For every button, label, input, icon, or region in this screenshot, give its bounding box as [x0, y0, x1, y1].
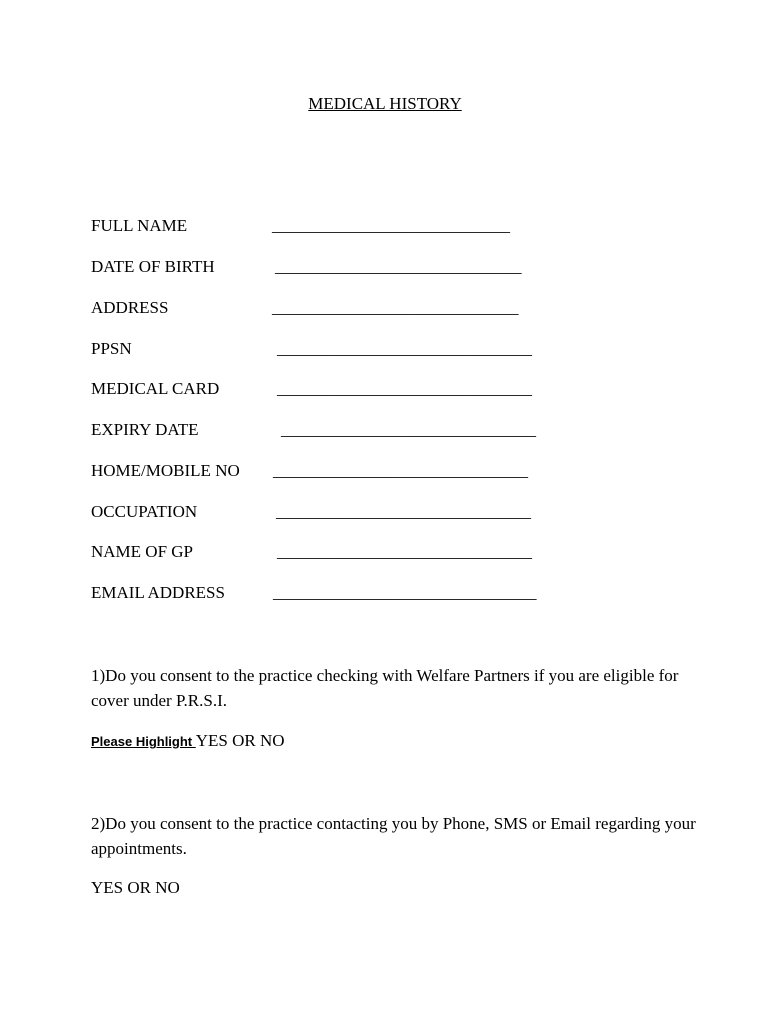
highlight-instruction: Please Highlight — [91, 734, 196, 749]
field-label-ppsn: PPSN — [91, 339, 132, 358]
email-address-blank[interactable]: _______________________________ — [273, 583, 537, 602]
name-of-gp-blank[interactable]: ______________________________ — [277, 542, 532, 561]
field-label-address: ADDRESS — [91, 298, 169, 317]
field-label-medical-card: MEDICAL CARD — [91, 379, 220, 398]
ppsn-blank[interactable]: ______________________________ — [277, 339, 532, 358]
field-label-expiry-date: EXPIRY DATE — [91, 420, 199, 439]
date-of-birth-blank[interactable]: _____________________________ — [275, 257, 522, 276]
expiry-date-blank[interactable]: ______________________________ — [281, 420, 536, 439]
full-name-blank[interactable]: ____________________________ — [272, 216, 510, 235]
occupation-blank[interactable]: ______________________________ — [276, 502, 531, 521]
question-1-answer-row — [91, 731, 285, 751]
medical-card-blank[interactable]: ______________________________ — [277, 379, 532, 398]
page-title: MEDICAL HISTORY — [308, 94, 462, 113]
field-label-email-address: EMAIL ADDRESS — [91, 583, 225, 602]
address-blank[interactable]: _____________________________ — [272, 298, 519, 317]
question-2-text: 2)Do you consent to the practice contacting you by Phone, SMS or Email regarding your appointments. — [91, 814, 696, 858]
question-1-answer[interactable]: YES OR NO — [195, 731, 285, 750]
question-1-text: 1)Do you consent to the practice checking with Welfare Partners if you are eligible for cover under P.R.S.I. — [91, 666, 679, 710]
question-2-answer[interactable]: YES OR NO — [91, 878, 180, 897]
field-label-home-mobile-no: HOME/MOBILE NO — [91, 461, 240, 480]
field-label-date-of-birth: DATE OF BIRTH — [91, 257, 215, 276]
field-label-name-of-gp: NAME OF GP — [91, 542, 194, 561]
home-mobile-no-blank[interactable]: ______________________________ — [273, 461, 528, 480]
field-label-occupation: OCCUPATION — [91, 502, 198, 521]
field-label-full-name: FULL NAME — [91, 216, 188, 235]
